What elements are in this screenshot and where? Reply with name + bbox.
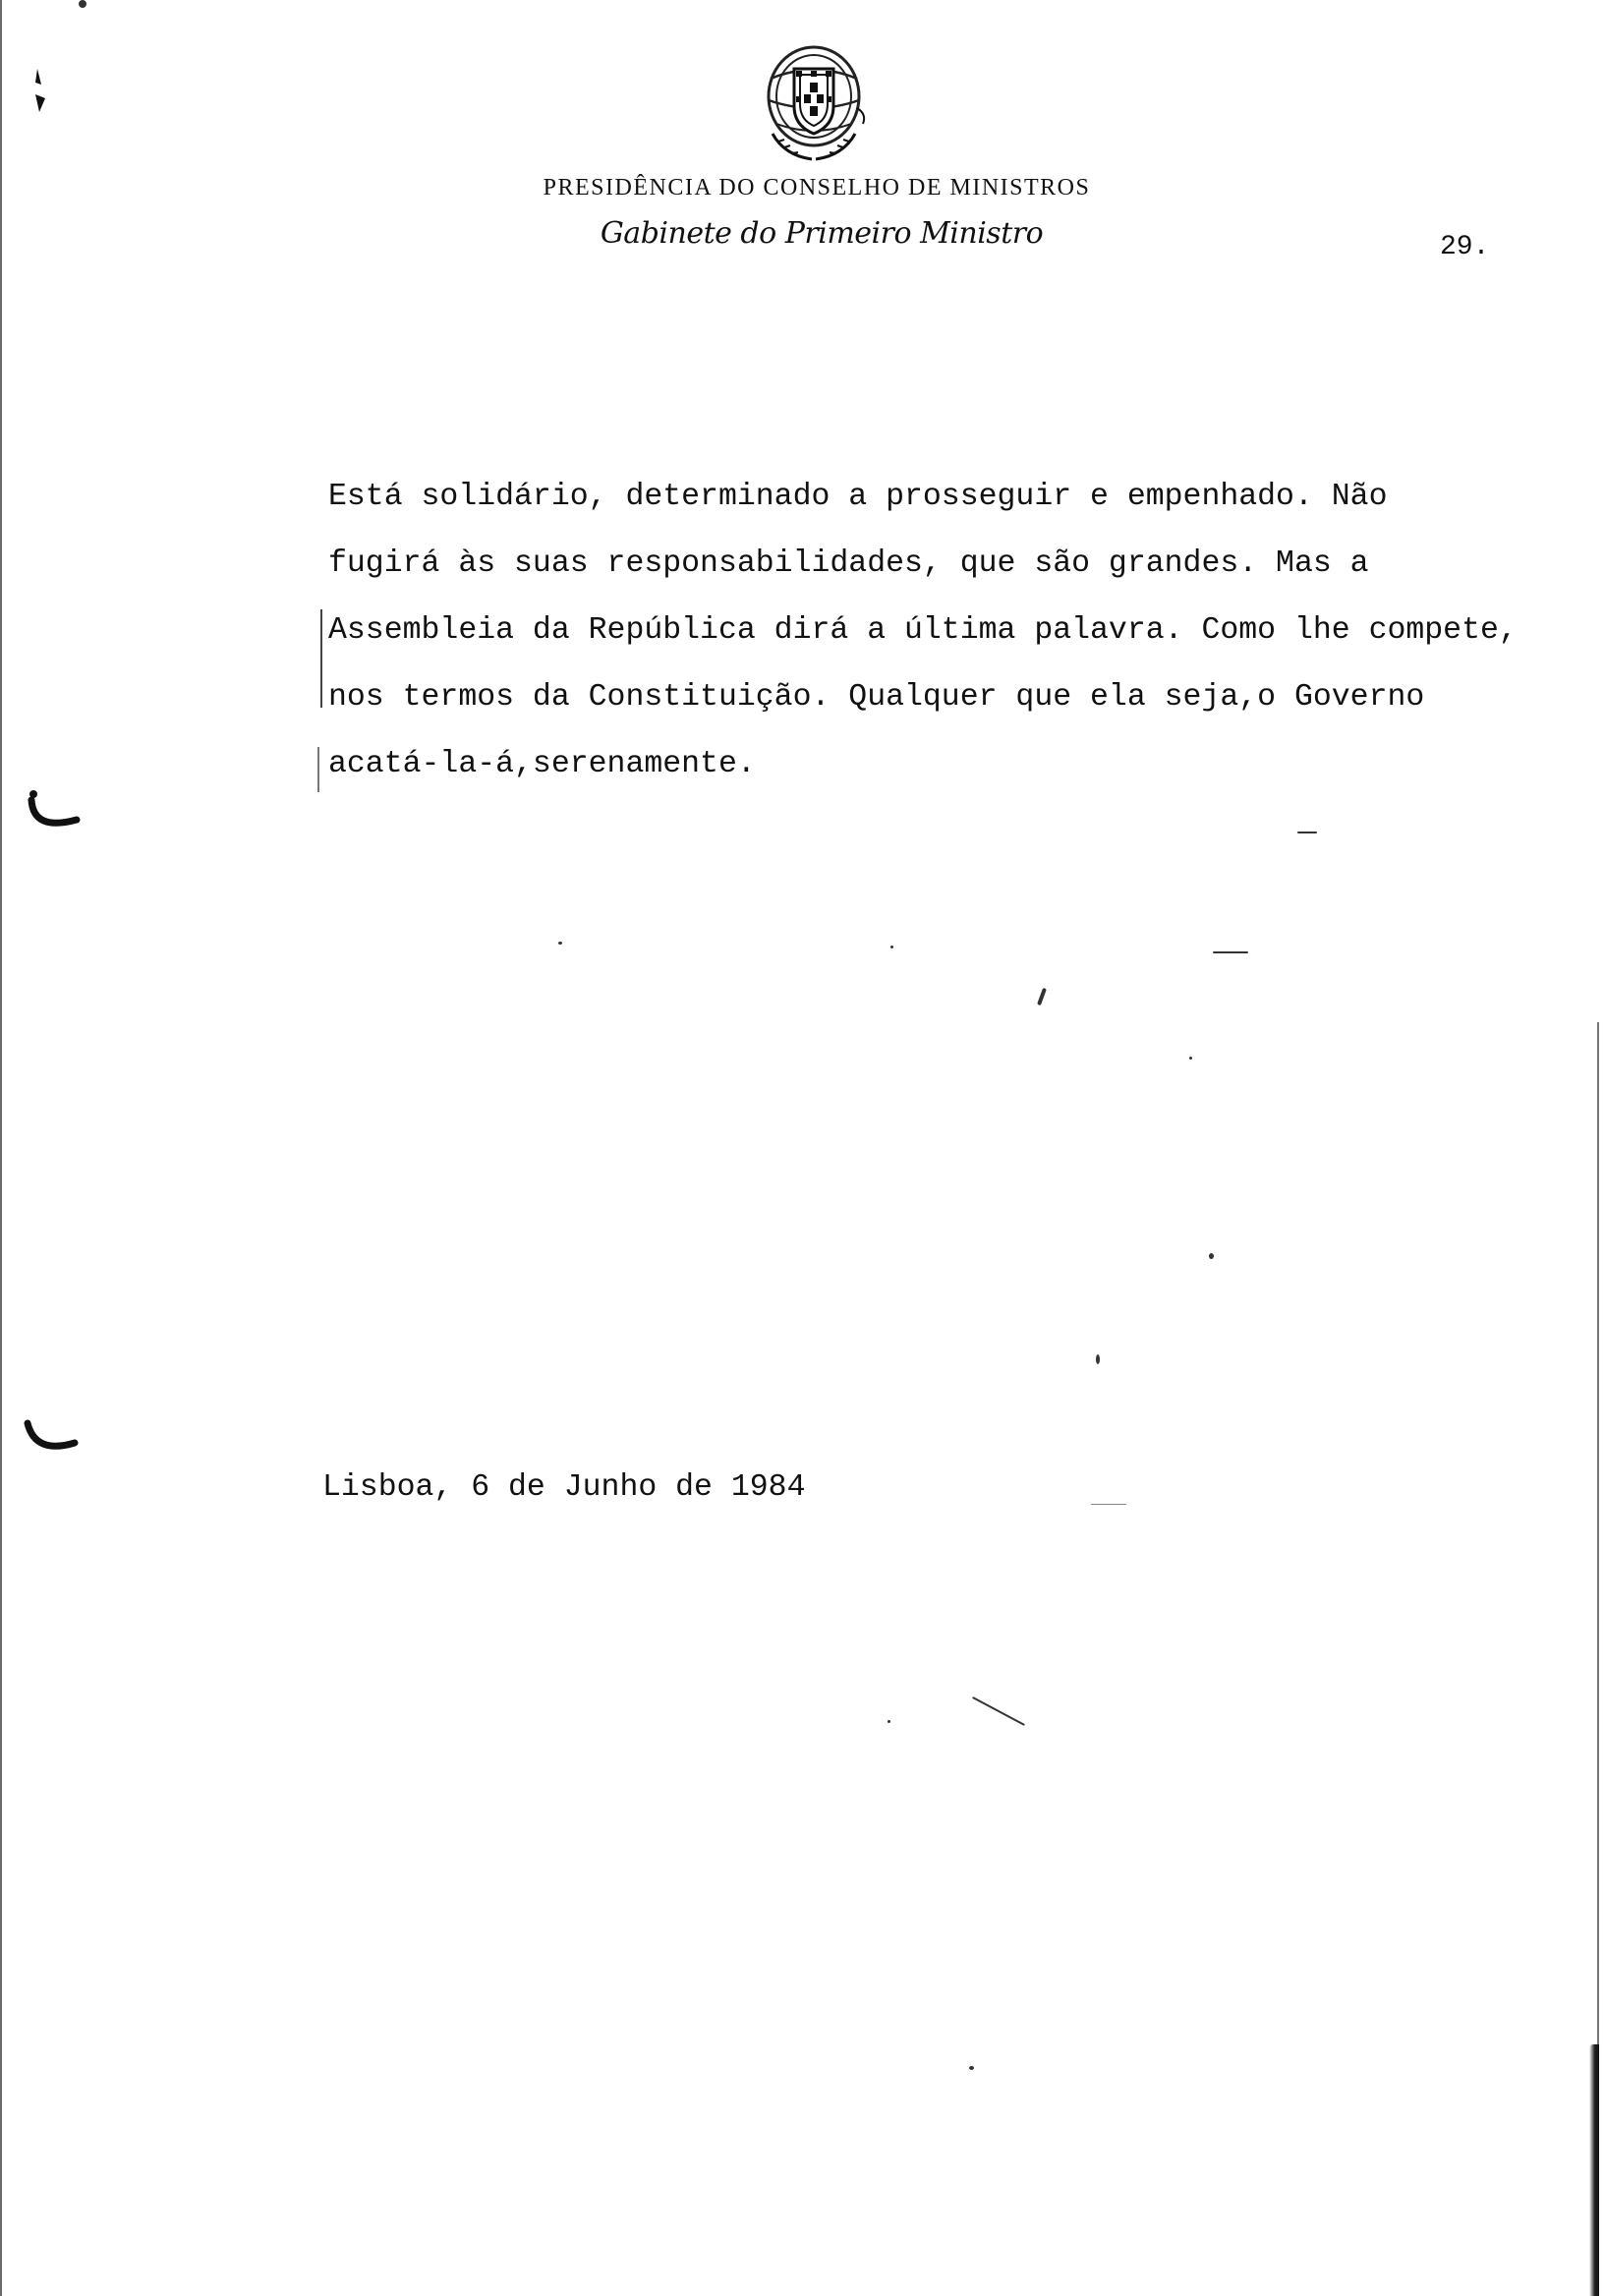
scan-speck	[888, 1720, 890, 1723]
margin-annotation-bar	[320, 609, 322, 708]
institution-heading: PRESIDÊNCIA DO CONSELHO DE MINISTROS	[543, 175, 1091, 201]
scan-speck	[1096, 1354, 1100, 1364]
body-line: Está solidário, determinado a prosseguir e empenhado. Não	[328, 480, 1388, 514]
staple-mark-icon	[24, 786, 92, 845]
place-and-date: Lisboa, 6 de Junho de 1984	[322, 1470, 806, 1505]
page-number: 29.	[1440, 232, 1490, 262]
margin-annotation-tick	[317, 747, 319, 792]
scan-speck	[1189, 1057, 1192, 1060]
scan-speck	[890, 946, 893, 948]
body-paragraph	[328, 464, 1604, 798]
scan-speck	[1297, 832, 1317, 833]
office-subheading: Gabinete do Primeiro Ministro	[600, 216, 1044, 251]
scan-speck	[969, 2066, 974, 2070]
scan-speck	[1213, 951, 1248, 953]
scan-right-edge	[1597, 1022, 1599, 2064]
body-line: Assembleia da República dirá a última palavra. Como lhe compete,	[328, 613, 1518, 648]
staple-mark-icon	[22, 1415, 90, 1464]
scan-speck	[1209, 1253, 1214, 1259]
scan-speck	[558, 942, 562, 945]
scan-speck	[1037, 988, 1047, 1005]
body-line: acatá-la-á,serenamente.	[328, 747, 756, 781]
scan-speck	[79, 0, 86, 8]
portuguese-coat-of-arms-icon	[755, 39, 873, 167]
body-line: fugirá às suas responsabilidades, que são grandes. Mas a	[328, 546, 1369, 581]
punch-mark-icon	[28, 65, 57, 124]
scan-speck	[972, 1696, 1025, 1726]
scan-speck	[1091, 1504, 1126, 1505]
scan-right-edge-shadow	[1589, 2044, 1599, 2296]
scan-left-edge	[0, 0, 2, 2296]
body-line: nos termos da Constituição. Qualquer que ela seja,o Governo	[328, 680, 1425, 715]
